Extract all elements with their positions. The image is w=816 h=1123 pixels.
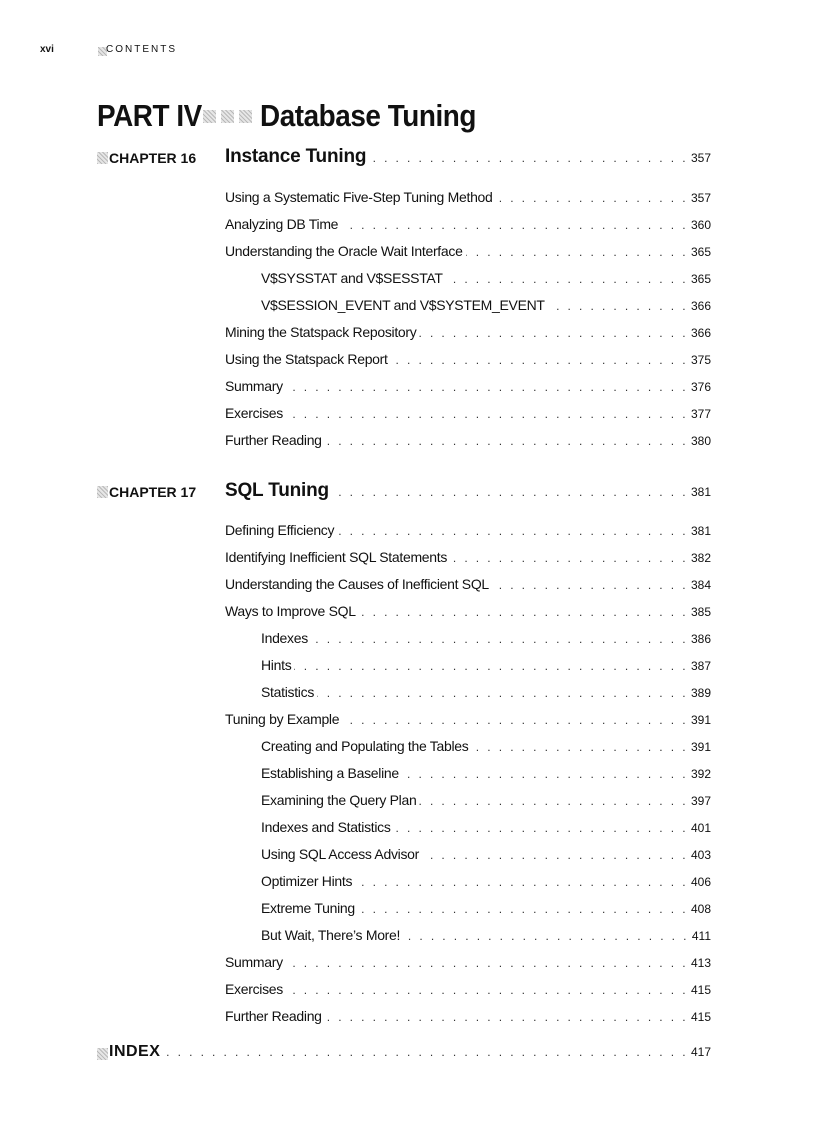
toc-entry-title: Analyzing DB Time [225,216,339,232]
chapter-label-text: CHAPTER 17 [109,484,197,500]
toc-entry-title: V$SYSSTAT and V$SESSTAT [261,270,443,286]
toc-entry[interactable] [225,522,711,544]
toc-entry[interactable] [225,576,711,598]
dot-leader [359,605,688,619]
toc-entry[interactable] [225,216,711,238]
gray-square-icon [97,486,108,498]
page-number: 377 [690,407,711,421]
page-number: 403 [690,848,711,862]
toc-entry-title: Tuning by Example [225,711,340,727]
part-label: PART IV [97,98,202,133]
toc-entry-title: Summary [225,954,283,970]
dot-leader [286,983,688,997]
running-title: CONTENTS [106,44,177,55]
toc-entry-title: Using a Systematic Five-Step Tuning Method [225,189,493,205]
page-number: 392 [690,767,711,781]
chapter-title-line [225,480,711,502]
gray-square-icon [97,1048,108,1060]
toc-entry[interactable] [261,657,711,679]
gray-square-icon [239,110,252,123]
dot-leader [358,902,688,916]
dot-leader [391,353,688,367]
page-number: 365 [690,245,711,259]
page-number: 376 [690,380,711,394]
toc-entry[interactable] [225,432,711,454]
toc-entry-title: Statistics [261,684,315,700]
dot-leader [403,929,689,943]
toc-entry[interactable] [261,297,711,319]
toc-entry-title: Exercises [225,405,283,421]
toc-entry[interactable] [261,819,711,841]
chapter-heading[interactable] [97,146,711,170]
part-separator [203,110,252,123]
page-number: 381 [690,524,711,538]
toc-entry-title: Further Reading [225,1008,322,1024]
page-number: 381 [690,485,711,499]
toc-entry[interactable] [261,927,711,949]
page-number: 401 [690,821,711,835]
page-folio: xvi [40,44,54,55]
gray-square-icon [203,110,216,123]
page-number: 387 [690,659,711,673]
toc-entry[interactable] [225,189,711,211]
toc-entry[interactable] [261,900,711,922]
dot-leader [286,956,688,970]
toc-entry[interactable] [225,243,711,265]
page-number: 386 [690,632,711,646]
dot-leader [355,875,688,889]
page-number: 382 [690,551,711,565]
dot-leader [286,407,688,421]
chapter-heading[interactable] [97,480,711,504]
index-entry[interactable] [97,1043,711,1065]
toc-entry[interactable] [225,324,711,346]
dot-leader [492,578,688,592]
page-number: 389 [690,686,711,700]
toc-entry[interactable] [225,549,711,571]
page-number: 417 [690,1045,711,1059]
toc-entry[interactable] [225,954,711,976]
page-number: 397 [690,794,711,808]
chapter-label-text: CHAPTER 16 [109,150,197,166]
gray-square-icon [221,110,234,123]
toc-entry-title: Examining the Query Plan [261,792,417,808]
dot-leader [311,632,688,646]
toc-entry-title: Using the Statspack Report [225,351,388,367]
chapter-label [97,484,196,500]
part-title: Database Tuning [260,98,476,133]
toc-entry[interactable] [225,378,711,400]
dot-leader [394,821,688,835]
dot-leader [286,380,688,394]
page-number: 408 [690,902,711,916]
dot-leader [402,767,688,781]
toc-entry-title: Hints [261,657,292,673]
toc-entry[interactable] [261,765,711,787]
toc-entry[interactable] [225,981,711,1003]
gray-square-icon [97,152,108,164]
dot-leader [369,151,688,165]
part-heading [97,94,500,138]
page-number: 413 [690,956,711,970]
toc-entry-title: Exercises [225,981,283,997]
dot-leader [446,272,688,286]
dot-leader [419,794,688,808]
toc-entry[interactable] [261,630,711,652]
page-number: 357 [690,151,711,165]
toc-entry-title: Optimizer Hints [261,873,353,889]
page-number: 385 [690,605,711,619]
dot-leader [325,434,688,448]
page-number: 357 [690,191,711,205]
dot-leader [325,1010,688,1024]
toc-entry-title: Defining Efficiency [225,522,335,538]
toc-entry[interactable] [225,351,711,373]
toc-entry-title: Extreme Tuning [261,900,355,916]
dot-leader [332,485,688,499]
toc-entry-title: Understanding the Causes of Inefficient SQL [225,576,489,592]
page-number: 365 [690,272,711,286]
page-number: 411 [691,929,711,943]
toc-entry-title: V$SESSION_EVENT and V$SYSTEM_EVENT [261,297,545,313]
toc-entry-title: Creating and Populating the Tables [261,738,469,754]
toc-entry[interactable] [225,711,711,733]
page-number: 391 [690,740,711,754]
chapter-title: SQL Tuning [225,480,329,501]
dot-leader [548,299,688,313]
page-number: 406 [690,875,711,889]
chapter-title-line [225,146,711,168]
index-label: INDEX [109,1043,161,1060]
toc-entry-title: Summary [225,378,283,394]
chapter-label [97,150,196,166]
toc-entry[interactable] [261,270,711,292]
dot-leader [317,686,688,700]
toc-entry[interactable] [261,792,711,814]
dot-leader [422,848,688,862]
toc-entry-title: But Wait, There’s More! [261,927,401,943]
toc-entry[interactable] [225,603,711,625]
dot-leader [163,1045,688,1059]
toc-entry[interactable] [225,405,711,427]
dot-leader [496,191,688,205]
toc-entry-title: Ways to Improve SQL [225,603,356,619]
dot-leader [450,551,688,565]
toc-entry-title: Mining the Statspack Repository [225,324,417,340]
toc-entry[interactable] [261,846,711,868]
dot-leader [471,740,687,754]
dot-leader [337,524,688,538]
page-number: 391 [690,713,711,727]
page-number: 375 [690,353,711,367]
toc-entry-title: Indexes [261,630,308,646]
dot-leader [419,326,688,340]
page-number: 415 [690,1010,711,1024]
dot-leader [341,218,688,232]
page-number: 360 [690,218,711,232]
toc-entry[interactable] [225,1008,711,1030]
page-number: 366 [690,326,711,340]
toc-entry-title: Further Reading [225,432,322,448]
page-number: 384 [690,578,711,592]
dot-leader [466,245,688,259]
toc-entry[interactable] [261,873,711,895]
toc-entry-title: Identifying Inefficient SQL Statements [225,549,448,565]
page-number: 380 [690,434,711,448]
toc-entry-title: Understanding the Oracle Wait Interface [225,243,463,259]
dot-leader [294,659,688,673]
dot-leader [342,713,688,727]
page-number: 415 [690,983,711,997]
chapter-title: Instance Tuning [225,146,367,167]
toc-entry-title: Indexes and Statistics [261,819,391,835]
toc-entry-title: Establishing a Baseline [261,765,399,781]
toc-entry[interactable] [261,684,711,706]
toc-entry[interactable] [261,738,711,760]
page-number: 366 [690,299,711,313]
toc-entry-title: Using SQL Access Advisor [261,846,420,862]
